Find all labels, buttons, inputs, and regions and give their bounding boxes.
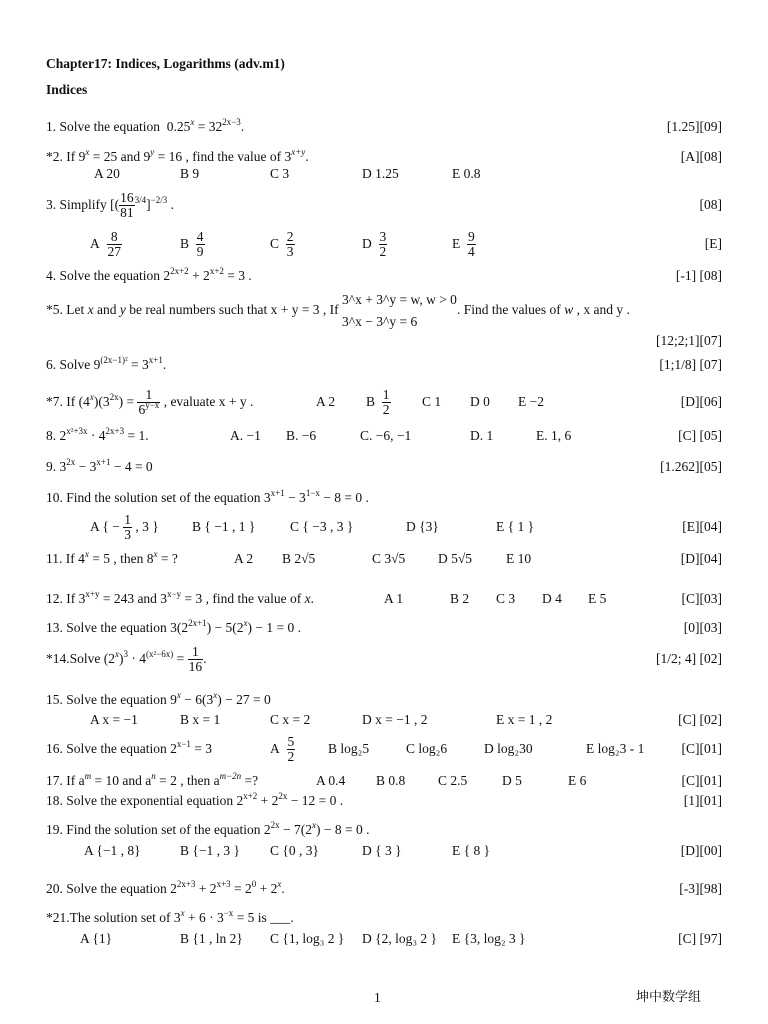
- answer-tag: [C] [02]: [678, 712, 722, 727]
- question-6: 6. Solve $9^{(2x-1)^2} = 3^{x+1}$. [1;1/8] [07]: [46, 355, 722, 375]
- question-1: 1. Solve the equation $0.25^x = 32^{2x-3}$. [1.25][09]: [46, 117, 722, 137]
- answer-tag: [A][08]: [680, 149, 722, 164]
- answer-tag: [12;2;1][07]: [656, 333, 722, 348]
- question-2-options: A 20 B 9 C 3 D 1.25 E 0.8: [94, 166, 481, 181]
- chapter-title: Chapter17: Indices, Logarithms (adv.m1): [46, 56, 285, 71]
- answer-tag: [1.25][09]: [666, 119, 722, 134]
- question-21: *21.The solution set of $3^x + 6 \cdot 3^{-x} = 5$ is ___.: [46, 908, 294, 925]
- answer-tag: [1][01]: [683, 793, 722, 808]
- answer-tag: [1.262][05]: [660, 459, 722, 474]
- answer-tag: [1;1/8] [07]: [659, 357, 722, 372]
- question-14: *14.Solve $(2^x)^3 \cdot 4^{(x^2-6x)}$ = $\frac{1}{16}$ . [1/2; 4] [02]: [46, 640, 722, 678]
- footer-group-label: 坤中数学组: [636, 990, 702, 1005]
- question-15: 15. Solve the equation $9^x - 6(3^x) - 27 = 0$: [46, 690, 271, 707]
- answer-tag: [-3][98]: [679, 881, 722, 896]
- question-3: 3. Simplify [( $\frac{16}{81}$ $^{3/4}$]$^{-2/3}$ . [08]: [46, 188, 722, 222]
- question-13: 13. Solve the equation $3(2^{2x+1}) - 5(2^x) - 1 = 0$ . [0][03]: [46, 618, 722, 638]
- answer-tag: [C] [97]: [678, 931, 722, 946]
- question-10: 10. Find the solution set of the equation $3^{x+1} - 3^{1-x} - 8 = 0$ .: [46, 488, 369, 505]
- question-3-options: A $\frac{8}{27}$ B $\frac{4}{9}$ C $\frac{2}{3}$ D $\frac{3}{2}$ E $\frac{9}{4}$ [E]: [46, 226, 722, 262]
- answer-tag: [C] [05]: [678, 428, 722, 443]
- question-19: 19. Find the solution set of the equation $2^{2x} - 7(2^x) - 8 = 0$ .: [46, 820, 370, 837]
- question-9: 9. $3^{2x} - 3^{x+1} - 4 = 0$ [1.262][05]: [46, 457, 722, 477]
- question-19-options: A {−1 , 8} B {−1 , 3 } C {0 , 3} D { 3 } E { 8 } [D][00]: [46, 841, 722, 861]
- question-8: 8. $2^{x^2+3x} \cdot 4^{2x+3} = 1$. A. −1 B. −6 C. −6, −1 D. 1 E. 1, 6 [C] [05]: [46, 426, 722, 446]
- section-title: Indices: [46, 82, 88, 97]
- answer-tag: [D][04]: [680, 551, 722, 566]
- question-5-tag-line: [46, 331, 722, 351]
- answer-tag: [1/2; 4] [02]: [656, 651, 722, 666]
- question-12: 12. If $3^{x+y} = 243$ and $3^{x-y} = 3$ , find the value of x. A 1 B 2 C 3 D 4 E 5 [C][03]: [46, 589, 722, 609]
- question-11: 11. If $4^x = 5$ , then $8^x$ = ? A 2 B 2√5 C 3√5 D 5√5 E 10 [D][04]: [46, 549, 722, 569]
- answer-tag: [C][01]: [681, 773, 722, 788]
- question-18: 18. Solve the exponential equation $2^{x+2} + 2^{2x} - 12 = 0$ . [1][01]: [46, 791, 722, 811]
- answer-tag: [D][00]: [680, 843, 722, 858]
- answer-tag: [08]: [699, 197, 722, 212]
- question-10-options: A { − $\frac{1}{3}$ , 3 } B { −1 , 1 } C { −3 , 3 } D {3} E { 1 } [E][04]: [46, 510, 722, 544]
- question-7: *7. If $(4^x)(3^{2x})$ = $\frac{1}{6^{y-x}}$ , evaluate x + y . A 2 B $\frac{1}{2}$ C 1 D 0 E −2 [D][06]: [46, 384, 722, 420]
- question-2: *2. If $9^x = 25$ and $9^y = 16$ , find the value of $3^{x+y}$. [A][08]: [46, 147, 722, 167]
- question-17: 17. If $a^m = 10$ and $a^n = 2$ , then $a^{m-2n}$ =? A 0.4 B 0.8 C 2.5 D 5 E 6 [C][01]: [46, 771, 722, 791]
- question-21-options: A {1} B {1 , ln 2} C {1, log₃ 2 } D {2, log₃ 2 } E {3, log₂ 3 } [C] [97]: [46, 929, 722, 949]
- question-20: 20. Solve the equation $2^{2x+3} + 2^{x+3} = 2^0 + 2^x$. [-3][98]: [46, 879, 722, 899]
- answer-tag: [D][06]: [680, 394, 722, 409]
- answer-tag: [C][01]: [681, 741, 722, 756]
- answer-tag: [E][04]: [682, 519, 722, 534]
- question-4: 4. Solve the equation $2^{2x+2} + 2^{x+2} = 3$ . [-1] [08]: [46, 266, 722, 286]
- answer-tag: [E]: [704, 236, 722, 251]
- question-5: *5. Let x and y be real numbers such that x + y = 3 , If 3^x + 3^y = w, w > 0 3^x − 3^y = 6 . Find the values of w , x and y .: [46, 291, 630, 329]
- question-16: 16. Solve the equation $2^{x-1} = 3$ A $\frac{5}{2}$ B log₂5 C log₂6 D log₂30 E log₂3 - 1 [C][01]: [46, 731, 722, 767]
- answer-tag: [-1] [08]: [675, 268, 722, 283]
- page-number: 1: [374, 990, 381, 1005]
- answer-tag: [0][03]: [683, 620, 722, 635]
- question-15-options: A x = −1 B x = 1 C x = 2 D x = −1 , 2 E x = 1 , 2 [C] [02]: [46, 710, 722, 730]
- answer-tag: [C][03]: [681, 591, 722, 606]
